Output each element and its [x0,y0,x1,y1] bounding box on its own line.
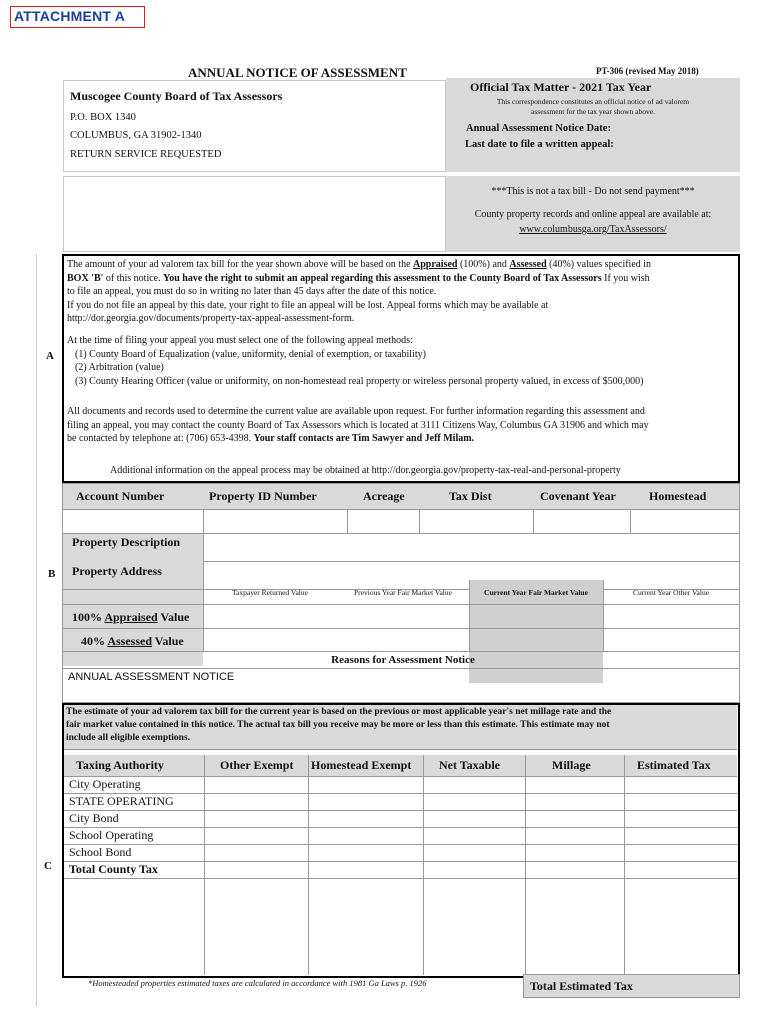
form-code: PT-306 (revised May 2018) [596,66,699,76]
reasons-header: Reasons for Assessment Notice [331,654,475,666]
not-tax-bill-text: ***This is not a tax bill - Do not send payment*** [491,186,695,197]
attachment-label: ATTACHMENT A [10,6,145,28]
assessor-url-link[interactable]: www.columbusga.org/TaxAssessors/ [519,224,667,235]
col-acreage: Acreage [363,489,405,503]
estimate-notice: The estimate of your ad valorem tax bill for the current year is based on the previous or most applicable year's net millage rate and the fair market value contained in this notice. The actual tax bill you receive may be more or less than this estimate. This estimate may not include all eligible exemptions. [66,707,612,743]
records-panel [446,176,740,252]
sender-line3: RETURN SERVICE REQUESTED [70,149,222,160]
appeal-deadline-label: Last date to file a written appeal: [465,139,614,150]
col-homestead: Homestead [649,489,707,503]
official-desc-1: This correspondence constitutes an official notice of ad valorem [496,97,690,106]
assessed-value-label: 40% Assessed Value [81,634,184,648]
sender-box [63,80,446,172]
official-panel [446,78,740,172]
left-margin-rule [36,254,37,1006]
official-desc-2: assessment for the tax year shown above. [531,107,655,116]
col-net-taxable: Net Taxable [439,758,501,772]
property-description-label: Property Description [72,535,181,549]
col-tax-dist: Tax Dist [449,489,492,503]
section-a-paragraph-3: All documents and records used to determine the current value are available upon request. For further information regarding this assessment and filing an appeal, you may contact the county Board of Tax Assessors which is located at 3111 Citizens Way, Columbus GA 31906 and which may be contacted by telephone at: (706) 653-4398. Your staff contacts are Tim Sawyer and Jeff Milam. [67,406,649,444]
row-total-county-tax: Total County Tax [69,862,158,876]
sender-name: Muscogee County Board of Tax Assessors [70,89,283,103]
row-city-bond: City Bond [69,811,119,825]
col-taxpayer-returned: Taxpayer Returned Value [232,588,308,597]
section-c-box [62,703,740,978]
col-covenant-year: Covenant Year [540,489,616,503]
col-prev-fmv: Previous Year Fair Market Value [354,588,452,597]
reason-text: ANNUAL ASSESSMENT NOTICE [68,671,235,683]
section-b-label: B [48,568,56,580]
sender-line2: COLUMBUS, GA 31902-1340 [70,130,202,141]
section-c-label: C [44,860,52,872]
section-a-paragraph-2: At the time of filing your appeal you must select one of the following appeal methods: (1) County Board of Equalization (value, uniformity, denial of exemption, or taxability) (2) Arbitration (value) (3) County Hearing Officer (value or uniformity, on non-homestead real property or wireless personal property valued, in excess of $500,000) [67,335,644,387]
col-current-fmv: Current Year Fair Market Value [484,588,588,597]
address-window [63,176,446,252]
total-estimated-tax-label: Total Estimated Tax [523,974,740,998]
section-a-label: A [46,350,54,362]
property-address-label: Property Address [72,564,162,578]
row-state-operating: STATE OPERATING [69,794,174,808]
row-school-bond: School Bond [69,845,132,859]
appraised-value-label: 100% Appraised Value [72,610,190,624]
col-other-exempt: Other Exempt [220,758,294,772]
row-city-operating: City Operating [69,777,141,791]
official-title: Official Tax Matter - 2021 Tax Year [470,80,652,94]
notice-date-label: Annual Assessment Notice Date: [466,123,611,134]
col-property-id: Property ID Number [209,489,317,503]
sender-line1: P.O. BOX 1340 [70,112,136,123]
notice-title: ANNUAL NOTICE OF ASSESSMENT [188,65,407,80]
section-a-paragraph-1: The amount of your ad valorem tax bill for the year shown above will be based on the Appraised (100%) and Assessed (40%) values specified in BOX 'B' of this notice. You have the right to submit an appeal regarding this assessment to the County Board of Tax Assessors If you wish to file an appeal, you must do so in writing no later than 45 days after the date of this notice. If you do not file an appeal by this date, your right to file an appeal will be lost. Appeal forms which may be available at http://dor.georgia.gov/documents/property-tax-appeal-assessment-form. [67,259,652,324]
section-b-box [62,483,740,703]
section-a-box [62,254,740,483]
col-millage: Millage [552,758,591,772]
col-estimated-tax: Estimated Tax [637,758,711,772]
homestead-footnote: *Homesteaded properties estimated taxes are calculated in accordance with 1981 Ga Laws p. 1926 [88,978,427,988]
row-school-operating: School Operating [69,828,154,842]
col-current-other: Current Year Other Value [632,588,710,597]
section-a-paragraph-4: Additional information on the appeal process may be obtained at http://dor.georgia.gov/property-tax-real-and-personal-property [110,465,621,476]
col-account-number: Account Number [76,489,165,503]
records-text: County property records and online appeal are available at: [474,209,712,220]
col-taxing-authority: Taxing Authority [76,758,164,772]
col-homestead-exempt: Homestead Exempt [311,758,412,772]
